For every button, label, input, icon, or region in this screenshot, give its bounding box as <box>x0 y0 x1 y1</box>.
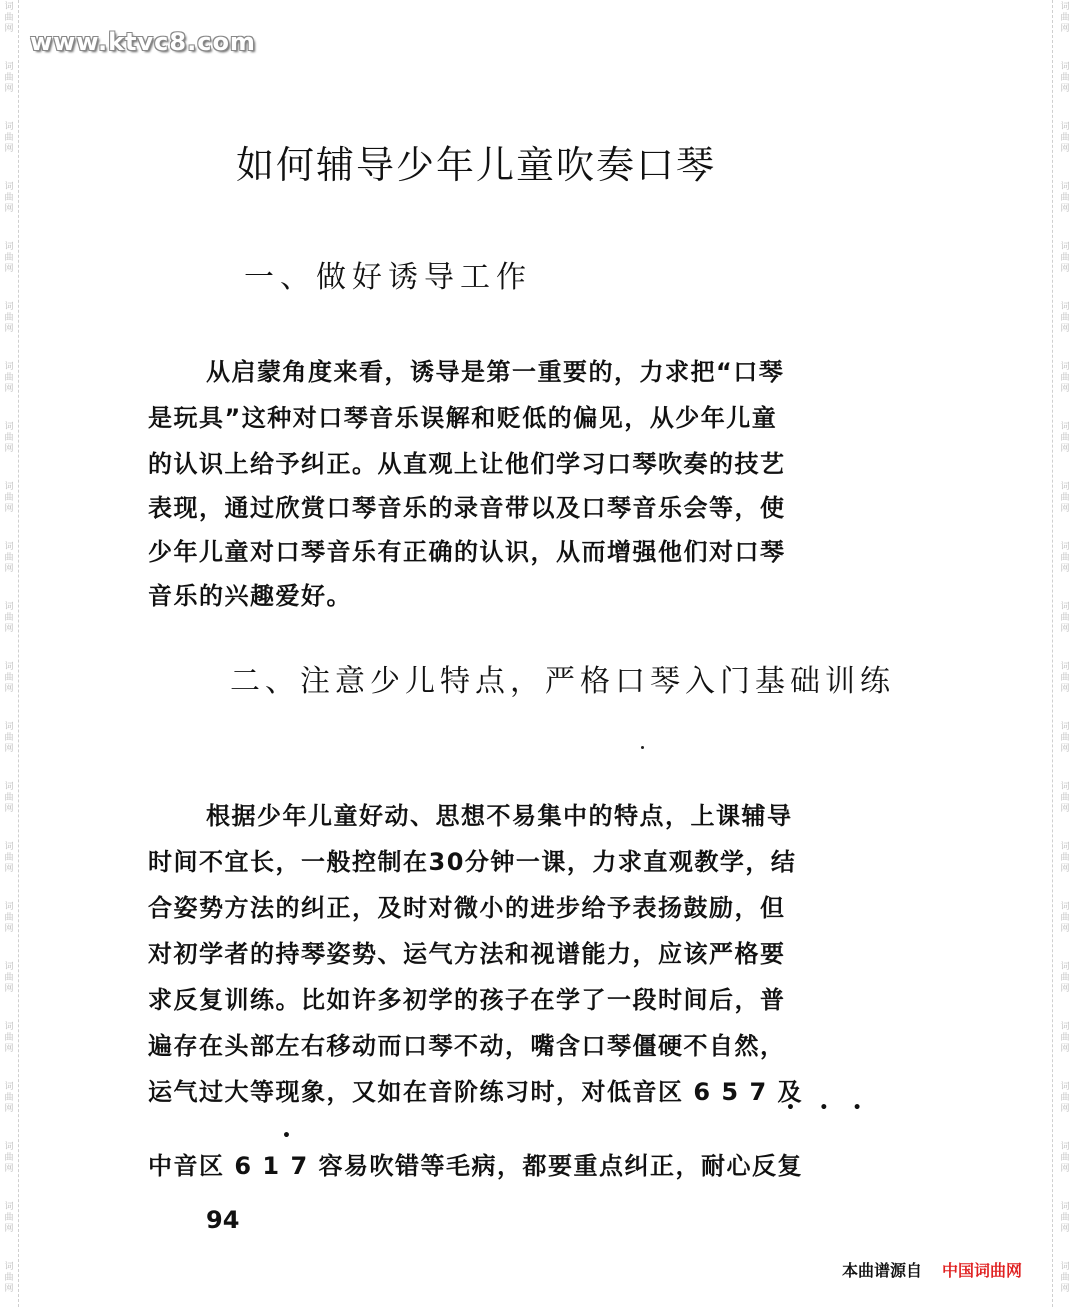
margin-mark: 词 曲 网 <box>1060 1082 1070 1114</box>
margin-mark: 词 曲 网 <box>1060 782 1070 814</box>
text-line: 少年儿童对口琴音乐有正确的认识，从而增强他们对口琴 <box>148 538 786 566</box>
margin-mark: 词 曲 网 <box>1060 662 1070 694</box>
margin-mark: 词 曲 网 <box>4 1262 14 1294</box>
margin-mark: 词 曲 网 <box>4 722 14 754</box>
margin-mark: 词 曲 网 <box>1060 302 1070 334</box>
margin-mark: 词 曲 网 <box>4 1142 14 1174</box>
text-line: 对初学者的持琴姿势、运气方法和视谱能力，应该严格要 <box>148 940 786 968</box>
text-line: 中音区 6 1 7 容易吹错等毛病，都要重点纠正，耐心反复 <box>148 1152 804 1180</box>
page-title: 如何辅导少年儿童吹奏口琴 <box>236 143 717 187</box>
margin-mark: 词 曲 网 <box>1060 602 1070 634</box>
section-heading-2: 二、注意少儿特点，严格口琴入门基础训练 <box>230 664 895 699</box>
page-number: 94 <box>206 1206 240 1234</box>
margin-mark: 词 曲 网 <box>1060 62 1070 94</box>
margin-mark: 词 曲 网 <box>4 62 14 94</box>
margin-mark: 词 曲 网 <box>4 362 14 394</box>
source-footer <box>842 1258 1022 1281</box>
margin-mark: 词 曲 网 <box>4 842 14 874</box>
margin-mark: 词 曲 网 <box>1060 1022 1070 1054</box>
margin-mark: 词 曲 网 <box>1060 542 1070 574</box>
source-site-link[interactable]: 中国词曲网 <box>942 1261 1023 1280</box>
margin-mark: 词 曲 网 <box>1060 122 1070 154</box>
margin-mark: 词 曲 网 <box>4 1082 14 1114</box>
margin-mark: 词 曲 网 <box>1060 842 1070 874</box>
margin-mark: 词 曲 网 <box>4 122 14 154</box>
margin-mark: 词 曲 网 <box>4 782 14 814</box>
margin-mark: 词 曲 网 <box>4 1202 14 1234</box>
margin-mark: 词 曲 网 <box>4 542 14 574</box>
text-line: 时间不宜长，一般控制在30分钟一课，力求直观教学，结 <box>148 848 797 876</box>
text-line: 求反复训练。比如许多初学的孩子在学了一段时间后，普 <box>148 986 786 1014</box>
margin-mark: 词 曲 网 <box>4 902 14 934</box>
site-watermark: www.ktvc8.com <box>30 28 256 56</box>
text-line: 音乐的兴趣爱好。 <box>148 582 352 610</box>
text-line: 合姿势方法的纠正，及时对微小的进步给予表扬鼓励，但 <box>148 894 786 922</box>
margin-mark: 词 曲 网 <box>4 302 14 334</box>
text-line: 从启蒙角度来看，诱导是第一重要的，力求把“口琴 <box>206 358 785 386</box>
margin-mark: 词 曲 网 <box>1060 902 1070 934</box>
margin-mark: 词 曲 网 <box>1060 242 1070 274</box>
margin-mark: 词 曲 网 <box>1060 2 1070 34</box>
margin-mark: 词 曲 网 <box>1060 422 1070 454</box>
text-line: 是玩具”这种对口琴音乐误解和贬低的偏见，从少年儿童 <box>148 404 778 432</box>
margin-mark: 词 曲 网 <box>1060 722 1070 754</box>
margin-mark: 词 曲 网 <box>4 662 14 694</box>
margin-mark: 词 曲 网 <box>1060 482 1070 514</box>
text-line: 表现，通过欣赏口琴音乐的录音带以及口琴音乐会等，使 <box>148 494 786 522</box>
margin-mark: 词 曲 网 <box>4 602 14 634</box>
section-heading-1: 一、做好诱导工作 <box>244 260 532 295</box>
text-line: 的认识上给予纠正。从直观上让他们学习口琴吹奏的技艺 <box>148 450 786 478</box>
high-octave-dot: • <box>282 1128 291 1144</box>
low-octave-dots: • • • <box>786 1100 862 1116</box>
margin-mark: 词 曲 网 <box>4 422 14 454</box>
text-line: 遍存在头部左右移动而口琴不动，嘴含口琴僵硬不自然， <box>148 1032 786 1060</box>
margin-mark: 词 曲 网 <box>1060 962 1070 994</box>
text-line: 运气过大等现象，又如在音阶练习时，对低音区 6 5 7 及 <box>148 1078 804 1106</box>
margin-mark: 词 曲 网 <box>1060 362 1070 394</box>
margin-mark: 词 曲 网 <box>4 962 14 994</box>
margin-mark: 词 曲 网 <box>4 1022 14 1054</box>
margin-mark: 词 曲 网 <box>4 242 14 274</box>
print-speck <box>641 746 644 749</box>
margin-mark: 词 曲 网 <box>4 2 14 34</box>
margin-mark: 词 曲 网 <box>4 482 14 514</box>
margin-mark: 词 曲 网 <box>1060 1202 1070 1234</box>
margin-mark: 词 曲 网 <box>1060 1262 1070 1294</box>
source-label: 本曲谱源自 <box>842 1261 923 1280</box>
margin-mark: 词 曲 网 <box>4 182 14 214</box>
margin-mark: 词 曲 网 <box>1060 1142 1070 1174</box>
margin-mark: 词 曲 网 <box>1060 182 1070 214</box>
text-line: 根据少年儿童好动、思想不易集中的特点，上课辅导 <box>206 802 793 830</box>
